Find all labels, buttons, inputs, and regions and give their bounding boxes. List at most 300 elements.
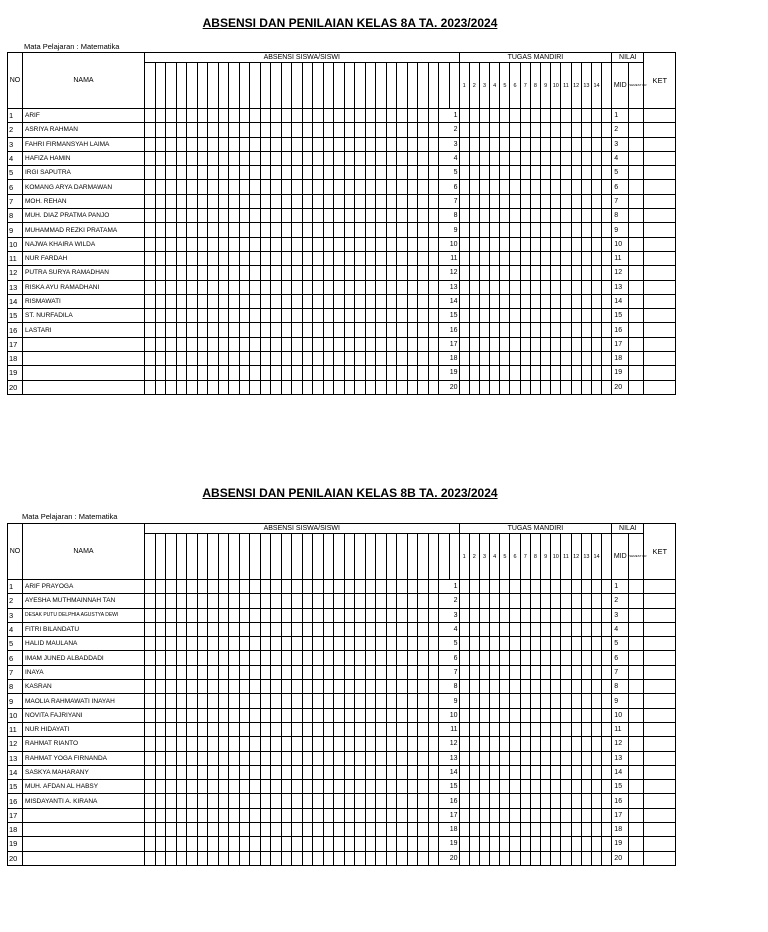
task-score-cell[interactable] — [571, 637, 581, 651]
attendance-cell[interactable] — [344, 651, 355, 665]
task-score-cell[interactable] — [551, 637, 561, 651]
task-score-cell[interactable] — [490, 608, 500, 622]
attendance-cell[interactable] — [428, 266, 439, 280]
task-score-cell[interactable] — [459, 808, 469, 822]
task-score-cell[interactable] — [581, 665, 591, 679]
attendance-cell[interactable] — [386, 851, 397, 865]
attendance-cell[interactable] — [166, 280, 177, 294]
attendance-cell[interactable] — [271, 109, 282, 123]
task-score-cell[interactable] — [571, 366, 581, 380]
task-score-cell[interactable] — [571, 109, 581, 123]
attendance-cell[interactable] — [271, 123, 282, 137]
attendance-cell[interactable] — [386, 309, 397, 323]
attendance-cell[interactable] — [334, 137, 345, 151]
task-score-cell[interactable] — [490, 751, 500, 765]
attendance-cell[interactable] — [271, 622, 282, 636]
attendance-cell[interactable] — [260, 608, 271, 622]
task-score-cell[interactable] — [571, 694, 581, 708]
attendance-cell[interactable] — [145, 280, 156, 294]
attendance-cell[interactable] — [334, 180, 345, 194]
attendance-cell[interactable] — [386, 665, 397, 679]
attendance-cell[interactable] — [260, 637, 271, 651]
attendance-cell[interactable] — [365, 109, 376, 123]
attendance-cell[interactable] — [386, 808, 397, 822]
attendance-cell[interactable] — [355, 737, 366, 751]
ket-cell[interactable] — [644, 209, 676, 223]
attendance-cell[interactable] — [176, 608, 187, 622]
ket-cell[interactable] — [644, 352, 676, 366]
attendance-cell[interactable] — [344, 151, 355, 165]
attendance-cell[interactable] — [218, 109, 229, 123]
task-score-cell[interactable] — [581, 352, 591, 366]
task-score-cell[interactable] — [510, 708, 520, 722]
attendance-cell[interactable] — [239, 123, 250, 137]
task-score-cell[interactable] — [541, 808, 551, 822]
semester-score-cell[interactable] — [629, 823, 644, 837]
task-score-cell[interactable] — [459, 851, 469, 865]
attendance-cell[interactable] — [334, 680, 345, 694]
attendance-cell[interactable] — [407, 580, 418, 594]
attendance-cell[interactable] — [145, 608, 156, 622]
attendance-cell[interactable] — [229, 580, 240, 594]
attendance-cell[interactable] — [176, 722, 187, 736]
attendance-cell[interactable] — [386, 751, 397, 765]
task-score-cell[interactable] — [571, 622, 581, 636]
attendance-cell[interactable] — [218, 708, 229, 722]
attendance-cell[interactable] — [281, 180, 292, 194]
task-score-cell[interactable] — [561, 594, 571, 608]
attendance-cell[interactable] — [292, 180, 303, 194]
task-score-cell[interactable] — [571, 722, 581, 736]
attendance-cell[interactable] — [292, 337, 303, 351]
attendance-cell[interactable] — [208, 151, 219, 165]
ket-cell[interactable] — [644, 780, 676, 794]
attendance-cell[interactable] — [302, 808, 313, 822]
attendance-cell[interactable] — [302, 851, 313, 865]
attendance-cell[interactable] — [365, 294, 376, 308]
attendance-cell[interactable] — [292, 109, 303, 123]
attendance-cell[interactable] — [418, 237, 429, 251]
task-score-cell[interactable] — [490, 794, 500, 808]
attendance-cell[interactable] — [344, 123, 355, 137]
attendance-cell[interactable] — [397, 851, 408, 865]
task-score-cell[interactable] — [530, 580, 540, 594]
attendance-cell[interactable] — [313, 722, 324, 736]
task-score-cell[interactable] — [530, 694, 540, 708]
attendance-cell[interactable] — [428, 637, 439, 651]
task-score-cell[interactable] — [591, 780, 601, 794]
task-score-cell[interactable] — [571, 151, 581, 165]
attendance-cell[interactable] — [187, 251, 198, 265]
task-score-cell[interactable] — [530, 180, 540, 194]
attendance-cell[interactable] — [313, 837, 324, 851]
attendance-cell[interactable] — [334, 837, 345, 851]
attendance-cell[interactable] — [355, 694, 366, 708]
task-score-cell[interactable] — [510, 151, 520, 165]
task-score-cell[interactable] — [571, 309, 581, 323]
attendance-cell[interactable] — [197, 665, 208, 679]
attendance-cell[interactable] — [250, 708, 261, 722]
ket-cell[interactable] — [644, 665, 676, 679]
attendance-cell[interactable] — [145, 294, 156, 308]
attendance-cell[interactable] — [250, 352, 261, 366]
attendance-cell[interactable] — [187, 837, 198, 851]
attendance-cell[interactable] — [386, 637, 397, 651]
attendance-cell[interactable] — [334, 622, 345, 636]
attendance-cell[interactable] — [155, 637, 166, 651]
attendance-cell[interactable] — [271, 180, 282, 194]
ket-cell[interactable] — [644, 851, 676, 865]
attendance-cell[interactable] — [176, 166, 187, 180]
task-score-cell[interactable] — [479, 722, 489, 736]
attendance-cell[interactable] — [208, 665, 219, 679]
attendance-cell[interactable] — [376, 680, 387, 694]
attendance-cell[interactable] — [229, 823, 240, 837]
task-score-cell[interactable] — [510, 309, 520, 323]
task-score-cell[interactable] — [530, 594, 540, 608]
task-score-cell[interactable] — [459, 837, 469, 851]
attendance-cell[interactable] — [355, 237, 366, 251]
task-score-cell[interactable] — [591, 708, 601, 722]
task-score-cell[interactable] — [581, 594, 591, 608]
attendance-cell[interactable] — [250, 694, 261, 708]
task-score-cell[interactable] — [581, 180, 591, 194]
attendance-cell[interactable] — [365, 722, 376, 736]
attendance-cell[interactable] — [313, 180, 324, 194]
task-score-cell[interactable] — [581, 680, 591, 694]
attendance-cell[interactable] — [271, 751, 282, 765]
attendance-cell[interactable] — [229, 366, 240, 380]
ket-cell[interactable] — [644, 765, 676, 779]
task-score-cell[interactable] — [459, 151, 469, 165]
ket-cell[interactable] — [644, 223, 676, 237]
attendance-cell[interactable] — [365, 708, 376, 722]
semester-score-cell[interactable] — [629, 622, 644, 636]
attendance-cell[interactable] — [176, 380, 187, 394]
attendance-cell[interactable] — [166, 323, 177, 337]
attendance-cell[interactable] — [197, 722, 208, 736]
attendance-cell[interactable] — [344, 665, 355, 679]
attendance-cell[interactable] — [428, 337, 439, 351]
attendance-cell[interactable] — [229, 637, 240, 651]
attendance-cell[interactable] — [271, 708, 282, 722]
attendance-cell[interactable] — [365, 194, 376, 208]
task-score-cell[interactable] — [561, 737, 571, 751]
attendance-cell[interactable] — [407, 266, 418, 280]
task-score-cell[interactable] — [469, 765, 479, 779]
attendance-cell[interactable] — [166, 352, 177, 366]
task-score-cell[interactable] — [500, 366, 510, 380]
attendance-cell[interactable] — [344, 194, 355, 208]
attendance-cell[interactable] — [323, 337, 334, 351]
attendance-cell[interactable] — [302, 280, 313, 294]
task-score-cell[interactable] — [551, 780, 561, 794]
attendance-cell[interactable] — [271, 251, 282, 265]
attendance-cell[interactable] — [344, 323, 355, 337]
attendance-cell[interactable] — [208, 751, 219, 765]
task-score-cell[interactable] — [551, 266, 561, 280]
ket-cell[interactable] — [644, 109, 676, 123]
task-score-cell[interactable] — [551, 722, 561, 736]
attendance-cell[interactable] — [323, 137, 334, 151]
attendance-cell[interactable] — [260, 851, 271, 865]
attendance-cell[interactable] — [260, 209, 271, 223]
attendance-cell[interactable] — [250, 794, 261, 808]
attendance-cell[interactable] — [302, 837, 313, 851]
attendance-cell[interactable] — [176, 251, 187, 265]
attendance-cell[interactable] — [197, 594, 208, 608]
attendance-cell[interactable] — [292, 780, 303, 794]
task-score-cell[interactable] — [520, 380, 530, 394]
task-score-cell[interactable] — [490, 851, 500, 865]
task-score-cell[interactable] — [510, 137, 520, 151]
attendance-cell[interactable] — [281, 708, 292, 722]
ket-cell[interactable] — [644, 137, 676, 151]
attendance-cell[interactable] — [292, 794, 303, 808]
task-score-cell[interactable] — [561, 337, 571, 351]
task-score-cell[interactable] — [510, 651, 520, 665]
semester-score-cell[interactable] — [629, 380, 644, 394]
attendance-cell[interactable] — [281, 352, 292, 366]
task-score-cell[interactable] — [500, 294, 510, 308]
task-score-cell[interactable] — [490, 694, 500, 708]
attendance-cell[interactable] — [344, 209, 355, 223]
attendance-cell[interactable] — [376, 309, 387, 323]
semester-score-cell[interactable] — [629, 209, 644, 223]
task-score-cell[interactable] — [581, 794, 591, 808]
task-score-cell[interactable] — [571, 137, 581, 151]
attendance-cell[interactable] — [355, 309, 366, 323]
attendance-cell[interactable] — [145, 137, 156, 151]
attendance-cell[interactable] — [376, 780, 387, 794]
attendance-cell[interactable] — [187, 209, 198, 223]
task-score-cell[interactable] — [541, 851, 551, 865]
task-score-cell[interactable] — [490, 722, 500, 736]
attendance-cell[interactable] — [302, 209, 313, 223]
attendance-cell[interactable] — [334, 637, 345, 651]
attendance-cell[interactable] — [229, 209, 240, 223]
task-score-cell[interactable] — [561, 380, 571, 394]
task-score-cell[interactable] — [571, 123, 581, 137]
task-score-cell[interactable] — [510, 337, 520, 351]
attendance-cell[interactable] — [260, 123, 271, 137]
attendance-cell[interactable] — [313, 808, 324, 822]
attendance-cell[interactable] — [208, 323, 219, 337]
attendance-cell[interactable] — [250, 637, 261, 651]
semester-score-cell[interactable] — [629, 137, 644, 151]
task-score-cell[interactable] — [469, 837, 479, 851]
attendance-cell[interactable] — [166, 209, 177, 223]
task-score-cell[interactable] — [551, 594, 561, 608]
attendance-cell[interactable] — [407, 594, 418, 608]
task-score-cell[interactable] — [520, 266, 530, 280]
attendance-cell[interactable] — [197, 651, 208, 665]
task-score-cell[interactable] — [479, 794, 489, 808]
task-score-cell[interactable] — [530, 808, 540, 822]
task-score-cell[interactable] — [490, 665, 500, 679]
attendance-cell[interactable] — [407, 823, 418, 837]
attendance-cell[interactable] — [155, 123, 166, 137]
attendance-cell[interactable] — [376, 765, 387, 779]
attendance-cell[interactable] — [355, 765, 366, 779]
attendance-cell[interactable] — [323, 837, 334, 851]
task-score-cell[interactable] — [530, 622, 540, 636]
attendance-cell[interactable] — [145, 622, 156, 636]
task-score-cell[interactable] — [459, 180, 469, 194]
attendance-cell[interactable] — [355, 708, 366, 722]
ket-cell[interactable] — [644, 694, 676, 708]
ket-cell[interactable] — [644, 251, 676, 265]
task-score-cell[interactable] — [591, 765, 601, 779]
task-score-cell[interactable] — [530, 151, 540, 165]
task-score-cell[interactable] — [561, 123, 571, 137]
task-score-cell[interactable] — [581, 694, 591, 708]
attendance-cell[interactable] — [292, 737, 303, 751]
task-score-cell[interactable] — [581, 780, 591, 794]
attendance-cell[interactable] — [418, 651, 429, 665]
task-score-cell[interactable] — [591, 352, 601, 366]
attendance-cell[interactable] — [208, 622, 219, 636]
attendance-cell[interactable] — [365, 651, 376, 665]
attendance-cell[interactable] — [145, 123, 156, 137]
attendance-cell[interactable] — [239, 137, 250, 151]
attendance-cell[interactable] — [418, 337, 429, 351]
attendance-cell[interactable] — [397, 294, 408, 308]
attendance-cell[interactable] — [281, 680, 292, 694]
attendance-cell[interactable] — [155, 223, 166, 237]
task-score-cell[interactable] — [520, 823, 530, 837]
attendance-cell[interactable] — [334, 708, 345, 722]
task-score-cell[interactable] — [541, 323, 551, 337]
attendance-cell[interactable] — [197, 294, 208, 308]
attendance-cell[interactable] — [260, 180, 271, 194]
task-score-cell[interactable] — [541, 180, 551, 194]
attendance-cell[interactable] — [376, 180, 387, 194]
task-score-cell[interactable] — [479, 251, 489, 265]
attendance-cell[interactable] — [208, 680, 219, 694]
attendance-cell[interactable] — [271, 237, 282, 251]
attendance-cell[interactable] — [218, 280, 229, 294]
attendance-cell[interactable] — [239, 209, 250, 223]
attendance-cell[interactable] — [229, 251, 240, 265]
task-score-cell[interactable] — [571, 708, 581, 722]
attendance-cell[interactable] — [323, 708, 334, 722]
task-score-cell[interactable] — [520, 323, 530, 337]
task-score-cell[interactable] — [571, 380, 581, 394]
attendance-cell[interactable] — [229, 194, 240, 208]
attendance-cell[interactable] — [281, 280, 292, 294]
ket-cell[interactable] — [644, 237, 676, 251]
attendance-cell[interactable] — [281, 651, 292, 665]
task-score-cell[interactable] — [591, 680, 601, 694]
attendance-cell[interactable] — [176, 180, 187, 194]
attendance-cell[interactable] — [302, 366, 313, 380]
task-score-cell[interactable] — [490, 137, 500, 151]
attendance-cell[interactable] — [344, 266, 355, 280]
attendance-cell[interactable] — [197, 694, 208, 708]
task-score-cell[interactable] — [510, 580, 520, 594]
task-score-cell[interactable] — [510, 794, 520, 808]
attendance-cell[interactable] — [176, 808, 187, 822]
task-score-cell[interactable] — [551, 237, 561, 251]
attendance-cell[interactable] — [229, 280, 240, 294]
attendance-cell[interactable] — [376, 194, 387, 208]
attendance-cell[interactable] — [271, 694, 282, 708]
task-score-cell[interactable] — [490, 708, 500, 722]
task-score-cell[interactable] — [520, 280, 530, 294]
task-score-cell[interactable] — [479, 708, 489, 722]
attendance-cell[interactable] — [155, 194, 166, 208]
attendance-cell[interactable] — [197, 851, 208, 865]
attendance-cell[interactable] — [166, 851, 177, 865]
attendance-cell[interactable] — [397, 594, 408, 608]
task-score-cell[interactable] — [571, 237, 581, 251]
attendance-cell[interactable] — [197, 765, 208, 779]
attendance-cell[interactable] — [365, 366, 376, 380]
attendance-cell[interactable] — [187, 637, 198, 651]
semester-score-cell[interactable] — [629, 608, 644, 622]
task-score-cell[interactable] — [479, 151, 489, 165]
attendance-cell[interactable] — [292, 680, 303, 694]
attendance-cell[interactable] — [260, 137, 271, 151]
task-score-cell[interactable] — [541, 823, 551, 837]
task-score-cell[interactable] — [490, 594, 500, 608]
attendance-cell[interactable] — [145, 780, 156, 794]
task-score-cell[interactable] — [581, 622, 591, 636]
attendance-cell[interactable] — [187, 594, 198, 608]
attendance-cell[interactable] — [187, 794, 198, 808]
task-score-cell[interactable] — [459, 309, 469, 323]
task-score-cell[interactable] — [530, 309, 540, 323]
task-score-cell[interactable] — [459, 209, 469, 223]
attendance-cell[interactable] — [292, 851, 303, 865]
attendance-cell[interactable] — [292, 151, 303, 165]
attendance-cell[interactable] — [334, 594, 345, 608]
attendance-cell[interactable] — [239, 680, 250, 694]
attendance-cell[interactable] — [260, 380, 271, 394]
task-score-cell[interactable] — [571, 680, 581, 694]
attendance-cell[interactable] — [176, 294, 187, 308]
task-score-cell[interactable] — [469, 352, 479, 366]
attendance-cell[interactable] — [407, 166, 418, 180]
task-score-cell[interactable] — [469, 266, 479, 280]
task-score-cell[interactable] — [500, 637, 510, 651]
task-score-cell[interactable] — [510, 622, 520, 636]
task-score-cell[interactable] — [490, 366, 500, 380]
semester-score-cell[interactable] — [629, 851, 644, 865]
task-score-cell[interactable] — [469, 694, 479, 708]
task-score-cell[interactable] — [469, 123, 479, 137]
task-score-cell[interactable] — [541, 151, 551, 165]
attendance-cell[interactable] — [407, 223, 418, 237]
attendance-cell[interactable] — [208, 366, 219, 380]
attendance-cell[interactable] — [407, 123, 418, 137]
task-score-cell[interactable] — [530, 209, 540, 223]
task-score-cell[interactable] — [520, 166, 530, 180]
attendance-cell[interactable] — [302, 237, 313, 251]
task-score-cell[interactable] — [520, 337, 530, 351]
task-score-cell[interactable] — [479, 194, 489, 208]
task-score-cell[interactable] — [479, 309, 489, 323]
task-score-cell[interactable] — [561, 780, 571, 794]
task-score-cell[interactable] — [479, 352, 489, 366]
attendance-cell[interactable] — [386, 109, 397, 123]
attendance-cell[interactable] — [197, 680, 208, 694]
attendance-cell[interactable] — [145, 665, 156, 679]
attendance-cell[interactable] — [250, 837, 261, 851]
task-score-cell[interactable] — [591, 722, 601, 736]
attendance-cell[interactable] — [397, 794, 408, 808]
